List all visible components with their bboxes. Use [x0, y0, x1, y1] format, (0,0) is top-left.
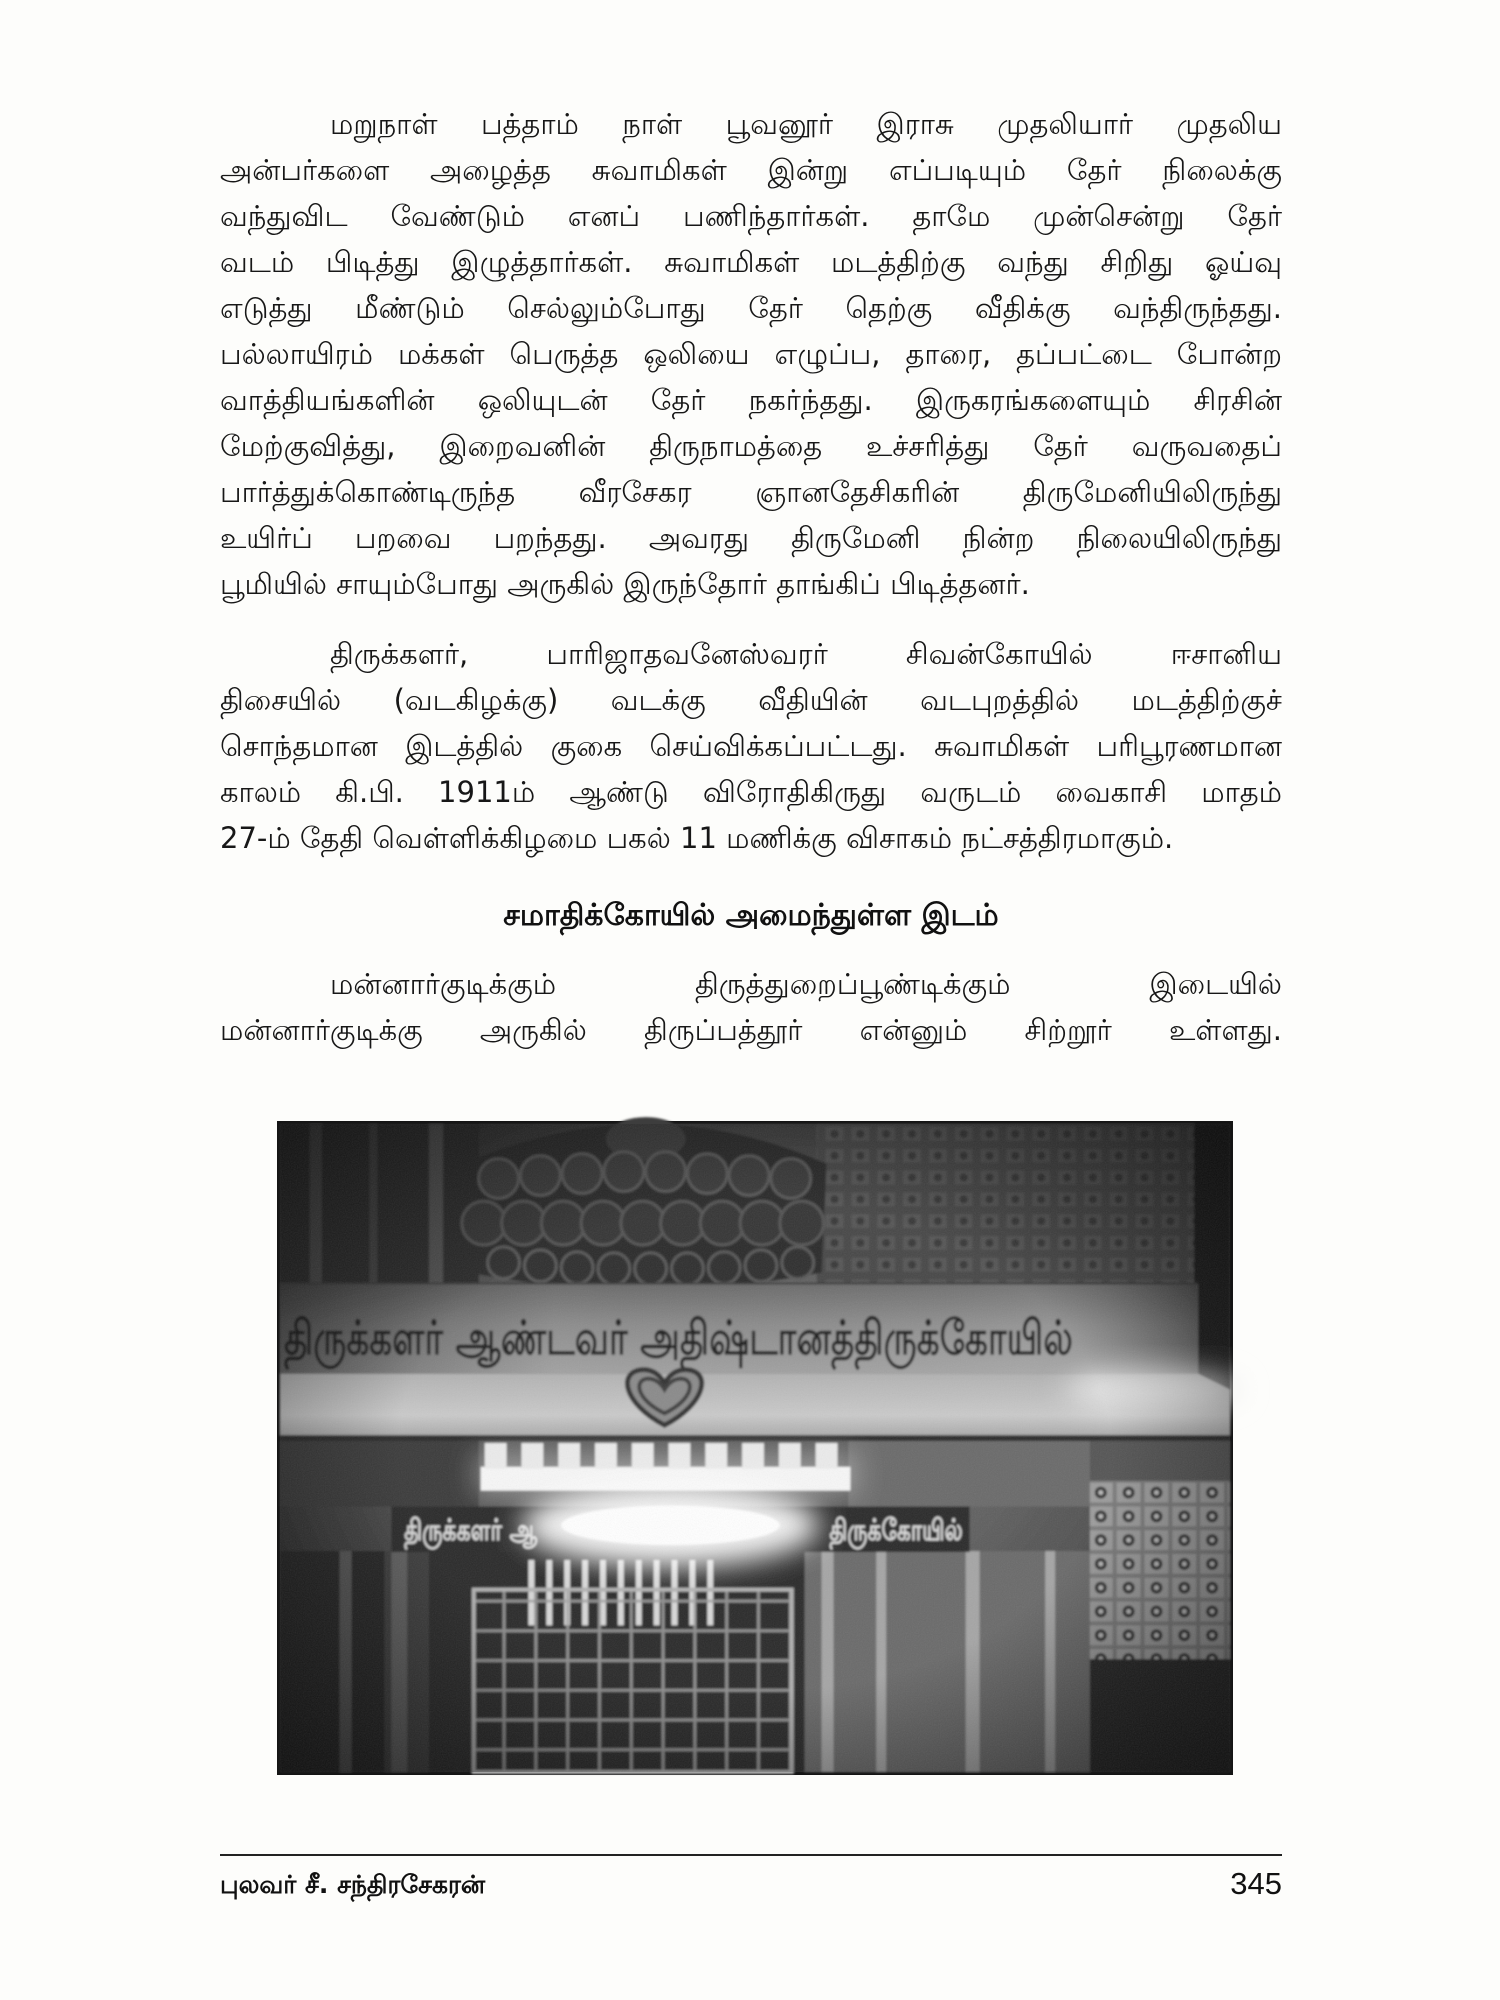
- temple-photo-image: [280, 1124, 1230, 1772]
- section-heading: சமாதிக்கோயில் அமைந்துள்ள இடம்: [503, 898, 999, 933]
- paragraph-3: [220, 961, 1282, 1053]
- footer-divider: [220, 1854, 1282, 1856]
- paragraph-line: வாத்தியங்களின் ஒலியுடன் தேர் நகர்ந்தது. இருகரங்களையும் சிரசின்: [220, 383, 1282, 417]
- paragraph-line: பார்த்துக்கொண்டிருந்த வீரசேகர ஞானதேசிகரின் திருமேனியிலிருந்து: [220, 475, 1282, 509]
- paragraph-line: மேற்குவித்து, இறைவனின் திருநாமத்தை உச்சரித்து தேர் வருவதைப்: [220, 429, 1282, 463]
- paragraph-line: திசையில் (வடகிழக்கு) வடக்கு வீதியின் வடபுறத்தில் மடத்திற்குச்: [220, 683, 1282, 717]
- paragraph-line: மன்னார்குடிக்கு அருகில் திருப்பத்தூர் என்னும் சிற்றூர் உள்ளது.: [220, 1013, 1282, 1047]
- paragraph-1: [220, 101, 1282, 607]
- paragraph-line: மன்னார்குடிக்கும் திருத்துறைப்பூண்டிக்கும் இடையில்: [330, 967, 1282, 1001]
- paragraph-line: சொந்தமான இடத்தில் குகை செய்விக்கப்பட்டது. சுவாமிகள் பரிபூரணமான: [220, 729, 1282, 763]
- paragraph-line: வடம் பிடித்து இழுத்தார்கள். சுவாமிகள் மடத்திற்கு வந்து சிறிது ஓய்வு: [220, 245, 1282, 279]
- footer-author: புலவர் சீ. சந்திரசேகரன்: [220, 1870, 486, 1899]
- paragraph-line: பூமியில் சாயும்போது அருகில் இருந்தோர் தாங்கிப் பிடித்தனர்.: [220, 567, 1030, 601]
- paragraph-line: காலம் கி.பி. 1911ம் ஆண்டு விரோதிகிருது வருடம் வைகாசி மாதம்: [220, 775, 1282, 809]
- paragraph-line: பல்லாயிரம் மக்கள் பெருத்த ஒலியை எழுப்ப, தாரை, தப்பட்டை போன்ற: [220, 337, 1282, 371]
- temple-photo: [277, 1121, 1233, 1775]
- paragraph-line: எடுத்து மீண்டும் செல்லும்போது தேர் தெற்கு வீதிக்கு வந்திருந்தது.: [220, 291, 1282, 325]
- paragraph-2: [220, 631, 1282, 861]
- page-number: 345: [1230, 1866, 1282, 1901]
- paragraph-line: உயிர்ப் பறவை பறந்தது. அவரது திருமேனி நின்ற நிலையிலிருந்து: [220, 521, 1282, 555]
- paragraph-line: அன்பர்களை அழைத்த சுவாமிகள் இன்று எப்படியும் தேர் நிலைக்கு: [220, 153, 1282, 187]
- paragraph-line: திருக்களர், பாரிஜாதவனேஸ்வரர் சிவன்கோயில் ஈசானிய: [330, 637, 1282, 671]
- paragraph-line: 27-ம் தேதி வெள்ளிக்கிழமை பகல் 11 மணிக்கு விசாகம் நட்சத்திரமாகும்.: [220, 821, 1174, 855]
- paragraph-line: வந்துவிட வேண்டும் எனப் பணிந்தார்கள். தாமே முன்சென்று தேர்: [220, 199, 1282, 233]
- paragraph-line: மறுநாள் பத்தாம் நாள் பூவனூர் இராசு முதலியார் முதலிய: [330, 107, 1282, 141]
